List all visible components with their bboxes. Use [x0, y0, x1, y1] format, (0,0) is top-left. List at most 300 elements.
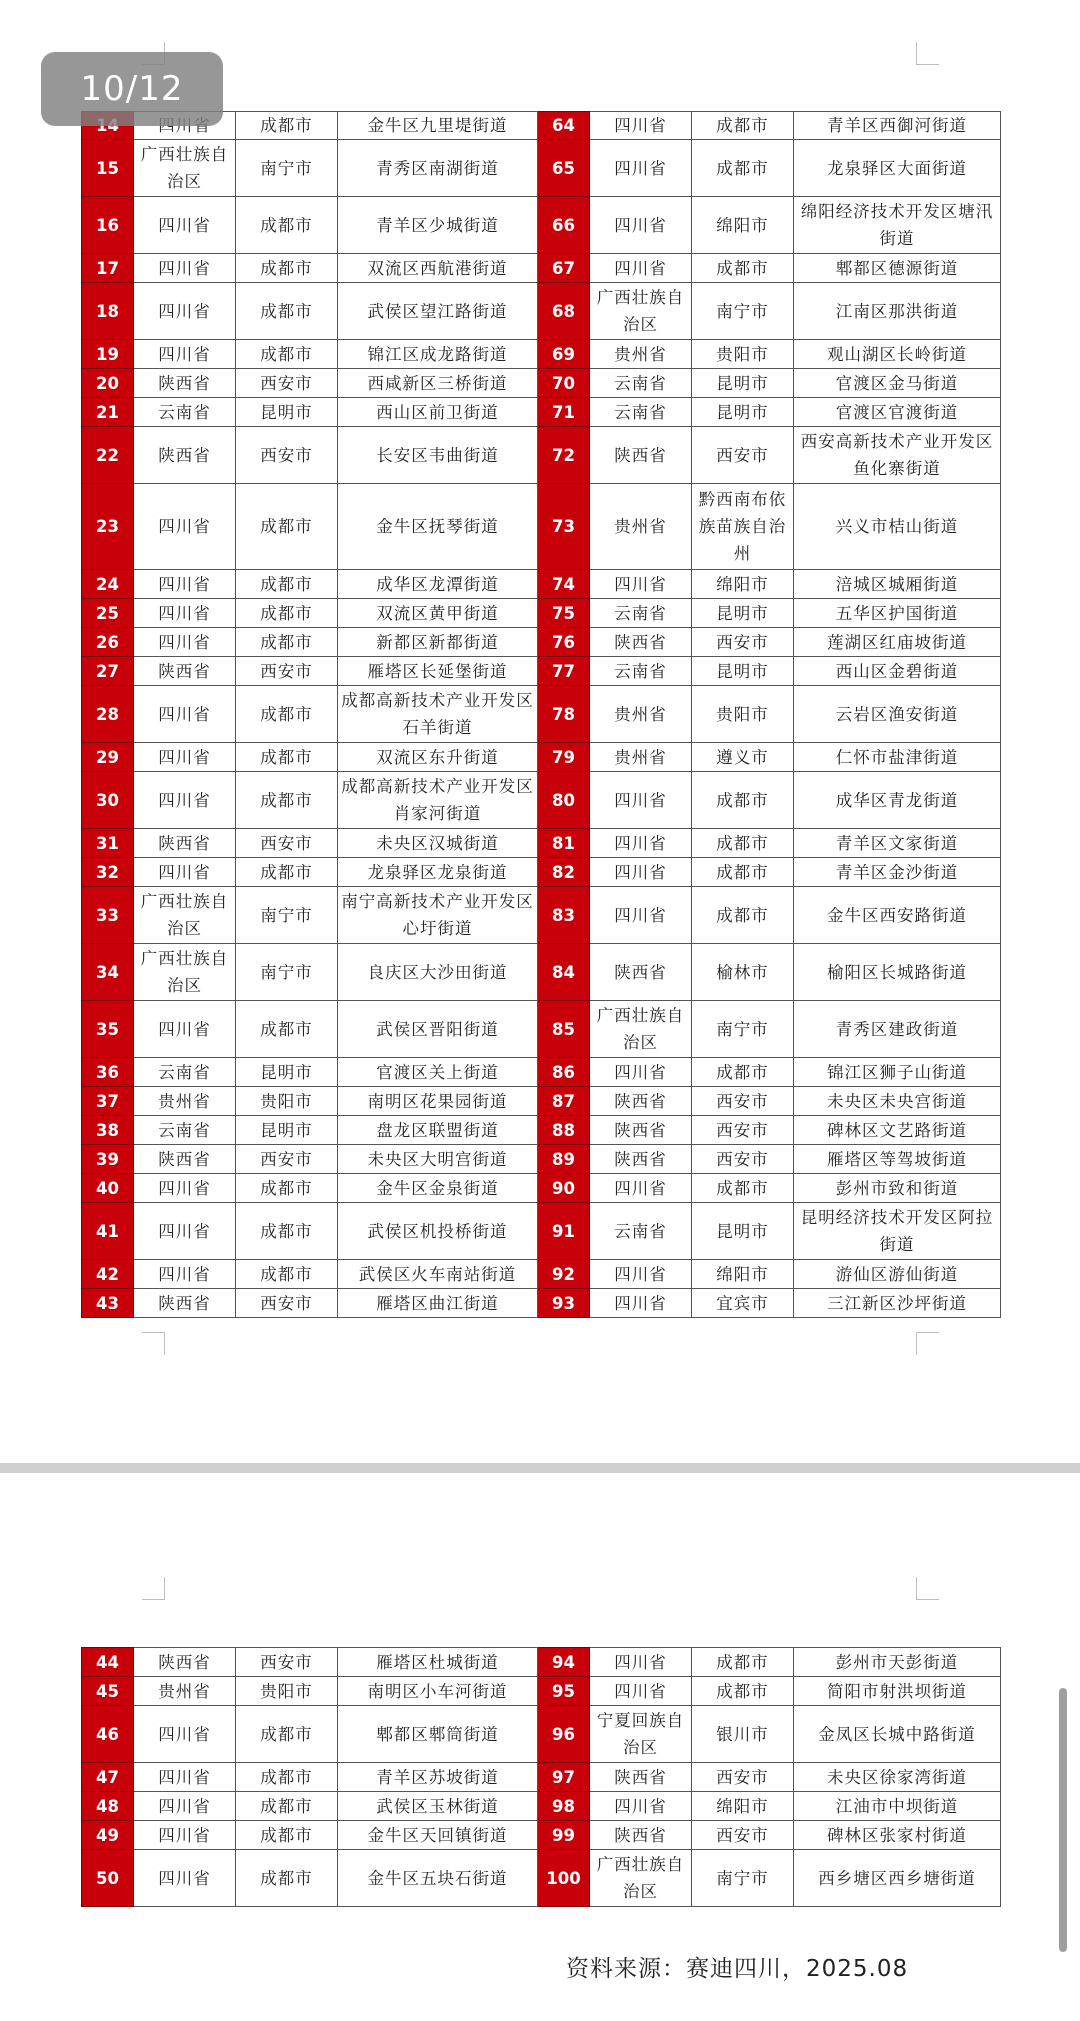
city-cell: 西安市 [236, 829, 338, 858]
street-cell: 碑林区文艺路街道 [794, 1116, 1001, 1145]
rank-cell: 88 [538, 1116, 590, 1145]
city-cell: 成都市 [236, 340, 338, 369]
rank-cell: 30 [82, 772, 134, 829]
province-cell: 四川省 [134, 772, 236, 829]
city-cell: 成都市 [692, 772, 794, 829]
rank-cell: 48 [82, 1792, 134, 1821]
province-cell: 四川省 [134, 1203, 236, 1260]
rank-cell: 42 [82, 1260, 134, 1289]
province-cell: 云南省 [590, 657, 692, 686]
table-row [82, 858, 1001, 887]
province-cell: 云南省 [590, 599, 692, 628]
city-cell: 南宁市 [236, 944, 338, 1001]
province-cell: 四川省 [590, 112, 692, 140]
province-cell: 四川省 [134, 1174, 236, 1203]
street-cell: 武侯区火车南站街道 [338, 1260, 538, 1289]
province-cell: 四川省 [590, 140, 692, 197]
street-cell: 双流区黄甲街道 [338, 599, 538, 628]
city-cell: 南宁市 [692, 1850, 794, 1907]
street-cell: 金牛区五块石街道 [338, 1850, 538, 1907]
street-cell: 云岩区渔安街道 [794, 686, 1001, 743]
city-cell: 昆明市 [236, 1058, 338, 1087]
street-cell: 未央区大明宫街道 [338, 1145, 538, 1174]
table-row [82, 340, 1001, 369]
rank-cell: 84 [538, 944, 590, 1001]
city-cell: 昆明市 [236, 398, 338, 427]
street-cell: 碑林区张家村街道 [794, 1821, 1001, 1850]
table-row [82, 686, 1001, 743]
province-cell: 贵州省 [590, 484, 692, 570]
city-cell: 遵义市 [692, 743, 794, 772]
city-cell: 成都市 [236, 1821, 338, 1850]
street-cell: 金凤区长城中路街道 [794, 1706, 1001, 1763]
city-cell: 南宁市 [692, 283, 794, 340]
rank-cell: 49 [82, 1821, 134, 1850]
street-cell: 双流区西航港街道 [338, 254, 538, 283]
province-cell: 贵州省 [590, 743, 692, 772]
city-cell: 成都市 [692, 1174, 794, 1203]
province-cell: 陕西省 [134, 1145, 236, 1174]
table-row [82, 1058, 1001, 1087]
street-cell: 雁塔区等驾坡街道 [794, 1145, 1001, 1174]
rank-cell: 96 [538, 1706, 590, 1763]
city-cell: 成都市 [236, 599, 338, 628]
street-cell: 青秀区建政街道 [794, 1001, 1001, 1058]
street-cell: 西乡塘区西乡塘街道 [794, 1850, 1001, 1907]
city-cell: 成都市 [236, 484, 338, 570]
rank-cell: 25 [82, 599, 134, 628]
rank-cell: 70 [538, 369, 590, 398]
rank-cell: 71 [538, 398, 590, 427]
table-row [82, 772, 1001, 829]
table-row [82, 570, 1001, 599]
table-row [82, 140, 1001, 197]
rank-cell: 38 [82, 1116, 134, 1145]
city-cell: 绵阳市 [692, 197, 794, 254]
rank-cell: 22 [82, 427, 134, 484]
city-cell: 成都市 [236, 112, 338, 140]
rank-cell: 77 [538, 657, 590, 686]
crop-mark [916, 1332, 939, 1355]
province-cell: 广西壮族自治区 [590, 283, 692, 340]
province-cell: 四川省 [590, 1174, 692, 1203]
rank-cell: 29 [82, 743, 134, 772]
province-cell: 陕西省 [590, 1116, 692, 1145]
province-cell: 贵州省 [134, 1677, 236, 1706]
street-cell: 成华区龙潭街道 [338, 570, 538, 599]
street-cell: 西咸新区三桥街道 [338, 369, 538, 398]
city-cell: 成都市 [236, 1706, 338, 1763]
city-cell: 西安市 [236, 369, 338, 398]
province-cell: 云南省 [134, 1116, 236, 1145]
rank-cell: 27 [82, 657, 134, 686]
rank-cell: 16 [82, 197, 134, 254]
street-cell: 绵阳经济技术开发区塘汛街道 [794, 197, 1001, 254]
province-cell: 云南省 [590, 1203, 692, 1260]
city-cell: 昆明市 [236, 1116, 338, 1145]
street-cell: 西安高新技术产业开发区鱼化寨街道 [794, 427, 1001, 484]
rank-cell: 78 [538, 686, 590, 743]
rank-cell: 46 [82, 1706, 134, 1763]
rank-cell: 26 [82, 628, 134, 657]
table-row [82, 197, 1001, 254]
province-cell: 四川省 [590, 829, 692, 858]
rank-cell: 47 [82, 1763, 134, 1792]
city-cell: 成都市 [692, 1648, 794, 1677]
street-cell: 青羊区文家街道 [794, 829, 1001, 858]
city-cell: 西安市 [692, 1087, 794, 1116]
street-cell: 成都高新技术产业开发区石羊街道 [338, 686, 538, 743]
table-row [82, 1289, 1001, 1318]
street-cell: 成华区青龙街道 [794, 772, 1001, 829]
rank-cell: 95 [538, 1677, 590, 1706]
province-cell: 广西壮族自治区 [590, 1001, 692, 1058]
city-cell: 成都市 [692, 140, 794, 197]
street-cell: 江南区那洪街道 [794, 283, 1001, 340]
street-cell: 青羊区金沙街道 [794, 858, 1001, 887]
province-cell: 四川省 [590, 197, 692, 254]
province-cell: 四川省 [590, 1260, 692, 1289]
street-cell: 榆阳区长城路街道 [794, 944, 1001, 1001]
rank-cell: 36 [82, 1058, 134, 1087]
city-cell: 成都市 [236, 1792, 338, 1821]
table-row [82, 1763, 1001, 1792]
street-cell: 龙泉驿区大面街道 [794, 140, 1001, 197]
rank-cell: 82 [538, 858, 590, 887]
street-cell: 金牛区天回镇街道 [338, 1821, 538, 1850]
table-row [82, 1260, 1001, 1289]
street-cell: 金牛区金泉街道 [338, 1174, 538, 1203]
rank-cell: 66 [538, 197, 590, 254]
rank-cell: 35 [82, 1001, 134, 1058]
city-cell: 西安市 [692, 1763, 794, 1792]
table-row [82, 398, 1001, 427]
rank-cell: 40 [82, 1174, 134, 1203]
province-cell: 四川省 [134, 1001, 236, 1058]
city-cell: 西安市 [692, 1145, 794, 1174]
province-cell: 四川省 [590, 1289, 692, 1318]
street-cell: 雁塔区曲江街道 [338, 1289, 538, 1318]
street-cell: 仁怀市盐津街道 [794, 743, 1001, 772]
street-cell: 青秀区南湖街道 [338, 140, 538, 197]
rank-cell: 68 [538, 283, 590, 340]
rank-cell: 83 [538, 887, 590, 944]
street-cell: 双流区东升街道 [338, 743, 538, 772]
city-cell: 绵阳市 [692, 1260, 794, 1289]
rank-cell: 72 [538, 427, 590, 484]
street-cell: 青羊区少城街道 [338, 197, 538, 254]
province-cell: 四川省 [134, 197, 236, 254]
city-cell: 昆明市 [692, 369, 794, 398]
rank-cell: 44 [82, 1648, 134, 1677]
table-row [82, 283, 1001, 340]
city-cell: 成都市 [236, 1260, 338, 1289]
street-cell: 昆明经济技术开发区阿拉街道 [794, 1203, 1001, 1260]
street-cell: 南宁高新技术产业开发区心圩街道 [338, 887, 538, 944]
page-divider [0, 1463, 1080, 1473]
city-cell: 昆明市 [692, 657, 794, 686]
rank-cell: 50 [82, 1850, 134, 1907]
rank-cell: 37 [82, 1087, 134, 1116]
table-row [82, 1116, 1001, 1145]
street-cell: 良庆区大沙田街道 [338, 944, 538, 1001]
province-cell: 四川省 [590, 772, 692, 829]
city-cell: 昆明市 [692, 599, 794, 628]
city-cell: 西安市 [692, 628, 794, 657]
table-row [82, 1145, 1001, 1174]
province-cell: 陕西省 [590, 1821, 692, 1850]
province-cell: 四川省 [590, 1677, 692, 1706]
table-row [82, 1174, 1001, 1203]
street-cell: 雁塔区长延堡街道 [338, 657, 538, 686]
crop-mark [142, 1332, 165, 1355]
table-row [82, 1821, 1001, 1850]
province-cell: 四川省 [590, 858, 692, 887]
table-row [82, 484, 1001, 570]
street-cell: 西山区前卫街道 [338, 398, 538, 427]
province-cell: 陕西省 [134, 369, 236, 398]
province-cell: 四川省 [590, 570, 692, 599]
city-cell: 成都市 [692, 887, 794, 944]
street-cell: 江油市中坝街道 [794, 1792, 1001, 1821]
street-cell: 锦江区成龙路街道 [338, 340, 538, 369]
city-cell: 昆明市 [692, 398, 794, 427]
table-row [82, 599, 1001, 628]
city-cell: 成都市 [692, 254, 794, 283]
city-cell: 成都市 [236, 1174, 338, 1203]
province-cell: 四川省 [134, 858, 236, 887]
city-cell: 成都市 [236, 1850, 338, 1907]
city-cell: 榆林市 [692, 944, 794, 1001]
city-cell: 成都市 [692, 112, 794, 140]
rank-cell: 92 [538, 1260, 590, 1289]
rank-cell: 74 [538, 570, 590, 599]
province-cell: 陕西省 [590, 944, 692, 1001]
table-row [82, 1792, 1001, 1821]
province-cell: 四川省 [134, 628, 236, 657]
street-cell: 官渡区金马街道 [794, 369, 1001, 398]
province-cell: 四川省 [590, 887, 692, 944]
province-cell: 陕西省 [134, 427, 236, 484]
rank-cell: 41 [82, 1203, 134, 1260]
city-cell: 贵阳市 [236, 1087, 338, 1116]
street-cell: 未央区未央宫街道 [794, 1087, 1001, 1116]
rank-cell: 32 [82, 858, 134, 887]
city-cell: 昆明市 [692, 1203, 794, 1260]
province-cell: 四川省 [134, 1260, 236, 1289]
province-cell: 四川省 [134, 254, 236, 283]
street-cell: 彭州市致和街道 [794, 1174, 1001, 1203]
street-cell: 官渡区官渡街道 [794, 398, 1001, 427]
rank-cell: 79 [538, 743, 590, 772]
city-cell: 南宁市 [236, 887, 338, 944]
rank-cell: 99 [538, 1821, 590, 1850]
table-row [82, 427, 1001, 484]
rank-cell: 90 [538, 1174, 590, 1203]
street-cell: 龙泉驿区龙泉街道 [338, 858, 538, 887]
city-cell: 成都市 [236, 197, 338, 254]
street-cell: 雁塔区杜城街道 [338, 1648, 538, 1677]
street-cell: 观山湖区长岭街道 [794, 340, 1001, 369]
street-cell: 莲湖区红庙坡街道 [794, 628, 1001, 657]
street-cell: 简阳市射洪坝街道 [794, 1677, 1001, 1706]
rank-cell: 39 [82, 1145, 134, 1174]
rank-cell: 97 [538, 1763, 590, 1792]
province-cell: 云南省 [590, 398, 692, 427]
province-cell: 四川省 [134, 743, 236, 772]
city-cell: 银川市 [692, 1706, 794, 1763]
city-cell: 成都市 [692, 1677, 794, 1706]
street-cell: 锦江区狮子山街道 [794, 1058, 1001, 1087]
city-cell: 绵阳市 [692, 570, 794, 599]
city-cell: 成都市 [236, 1203, 338, 1260]
rank-cell: 24 [82, 570, 134, 599]
city-cell: 成都市 [236, 283, 338, 340]
province-cell: 云南省 [590, 369, 692, 398]
rank-cell: 64 [538, 112, 590, 140]
province-cell: 四川省 [590, 1058, 692, 1087]
rank-cell: 67 [538, 254, 590, 283]
street-cell: 官渡区关上街道 [338, 1058, 538, 1087]
province-cell: 陕西省 [134, 1289, 236, 1318]
rank-cell: 23 [82, 484, 134, 570]
rank-cell: 15 [82, 140, 134, 197]
street-cell: 郫都区郫筒街道 [338, 1706, 538, 1763]
table-row [82, 1648, 1001, 1677]
province-cell: 四川省 [590, 1792, 692, 1821]
province-cell: 陕西省 [590, 1087, 692, 1116]
rank-cell: 91 [538, 1203, 590, 1260]
street-cell: 三江新区沙坪街道 [794, 1289, 1001, 1318]
street-cell: 盘龙区联盟街道 [338, 1116, 538, 1145]
street-cell: 成都高新技术产业开发区肖家河街道 [338, 772, 538, 829]
city-cell: 西安市 [236, 1289, 338, 1318]
street-cell: 南明区花果园街道 [338, 1087, 538, 1116]
province-cell: 云南省 [134, 1058, 236, 1087]
street-cell: 武侯区望江路街道 [338, 283, 538, 340]
province-cell: 广西壮族自治区 [134, 944, 236, 1001]
rank-cell: 81 [538, 829, 590, 858]
province-cell: 四川省 [134, 1821, 236, 1850]
data-source-note: 资料来源：赛迪四川，2025.08 [566, 1956, 909, 1982]
rank-cell: 80 [538, 772, 590, 829]
street-cell: 五华区护国街道 [794, 599, 1001, 628]
city-cell: 西安市 [236, 427, 338, 484]
province-cell: 四川省 [134, 686, 236, 743]
street-cell: 南明区小车河街道 [338, 1677, 538, 1706]
city-cell: 成都市 [236, 628, 338, 657]
crop-mark [142, 1577, 165, 1600]
city-cell: 西安市 [692, 427, 794, 484]
street-cell: 游仙区游仙街道 [794, 1260, 1001, 1289]
province-cell: 四川省 [134, 599, 236, 628]
rank-cell: 34 [82, 944, 134, 1001]
province-cell: 四川省 [134, 1850, 236, 1907]
table-row [82, 628, 1001, 657]
city-cell: 南宁市 [692, 1001, 794, 1058]
rank-cell: 93 [538, 1289, 590, 1318]
street-cell: 武侯区晋阳街道 [338, 1001, 538, 1058]
rank-cell: 100 [538, 1850, 590, 1907]
table-row [82, 1850, 1001, 1907]
street-cell: 涪城区城厢街道 [794, 570, 1001, 599]
province-cell: 云南省 [134, 398, 236, 427]
province-cell: 广西壮族自治区 [134, 887, 236, 944]
rank-cell: 20 [82, 369, 134, 398]
rank-cell: 75 [538, 599, 590, 628]
province-cell: 陕西省 [590, 628, 692, 657]
table-row [82, 1706, 1001, 1763]
rank-cell: 31 [82, 829, 134, 858]
rank-cell: 65 [538, 140, 590, 197]
city-cell: 西安市 [692, 1116, 794, 1145]
city-cell: 西安市 [236, 1145, 338, 1174]
rank-cell: 45 [82, 1677, 134, 1706]
province-cell: 贵州省 [590, 340, 692, 369]
city-cell: 成都市 [236, 686, 338, 743]
rank-cell: 89 [538, 1145, 590, 1174]
rank-cell: 43 [82, 1289, 134, 1318]
city-cell: 贵阳市 [236, 1677, 338, 1706]
rank-cell: 28 [82, 686, 134, 743]
city-cell: 宜宾市 [692, 1289, 794, 1318]
province-cell: 四川省 [134, 283, 236, 340]
street-cell: 未央区汉城街道 [338, 829, 538, 858]
province-cell: 宁夏回族自治区 [590, 1706, 692, 1763]
rank-cell: 69 [538, 340, 590, 369]
page-indicator: 10/12 [41, 52, 223, 126]
province-cell: 四川省 [134, 484, 236, 570]
scrollbar-thumb[interactable] [1059, 1688, 1067, 1952]
ranking-table-page-2 [81, 1647, 1001, 1907]
crop-mark [916, 42, 939, 65]
street-cell: 长安区韦曲街道 [338, 427, 538, 484]
province-cell: 广西壮族自治区 [590, 1850, 692, 1907]
ranking-table-page-1 [81, 111, 1001, 1318]
city-cell: 成都市 [236, 858, 338, 887]
table-row [82, 657, 1001, 686]
rank-cell: 76 [538, 628, 590, 657]
street-cell: 金牛区抚琴街道 [338, 484, 538, 570]
table-row [82, 743, 1001, 772]
city-cell: 成都市 [692, 829, 794, 858]
rank-cell: 33 [82, 887, 134, 944]
table-row [82, 369, 1001, 398]
rank-cell: 94 [538, 1648, 590, 1677]
province-cell: 陕西省 [590, 1145, 692, 1174]
city-cell: 成都市 [236, 1763, 338, 1792]
street-cell: 青羊区苏坡街道 [338, 1763, 538, 1792]
rank-cell: 86 [538, 1058, 590, 1087]
province-cell: 四川省 [134, 1792, 236, 1821]
city-cell: 成都市 [692, 1058, 794, 1087]
city-cell: 西安市 [692, 1821, 794, 1850]
table-row [82, 1087, 1001, 1116]
province-cell: 陕西省 [590, 427, 692, 484]
city-cell: 成都市 [236, 254, 338, 283]
table-row [82, 944, 1001, 1001]
street-cell: 青羊区西御河街道 [794, 112, 1001, 140]
street-cell: 金牛区西安路街道 [794, 887, 1001, 944]
city-cell: 成都市 [692, 858, 794, 887]
city-cell: 西安市 [236, 1648, 338, 1677]
rank-cell: 87 [538, 1087, 590, 1116]
city-cell: 成都市 [236, 1001, 338, 1058]
rank-cell: 73 [538, 484, 590, 570]
table-row [82, 829, 1001, 858]
province-cell: 广西壮族自治区 [134, 140, 236, 197]
rank-cell: 18 [82, 283, 134, 340]
